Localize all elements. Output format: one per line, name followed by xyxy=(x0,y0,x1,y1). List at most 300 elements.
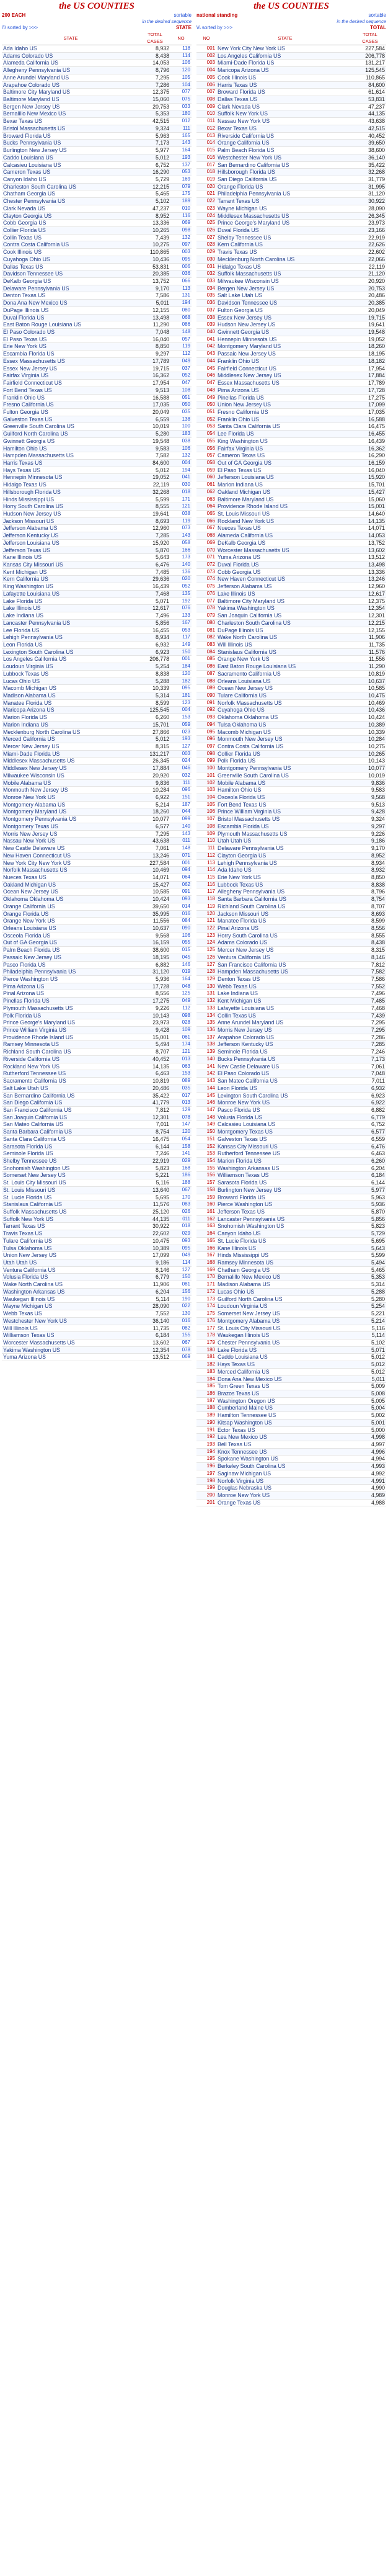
rank-number: 184 xyxy=(196,1375,216,1383)
right-table-row xyxy=(196,271,386,278)
left-table-row xyxy=(2,387,192,394)
case-count: 53,831 xyxy=(139,263,170,271)
rank-number: 013 xyxy=(170,1055,192,1063)
county-name: Davidson Tennessee US xyxy=(216,300,354,307)
county-name: Worcester Massachusetts US xyxy=(2,1339,139,1346)
right-sortable-link[interactable]: sortable xyxy=(368,12,386,18)
right-table-row xyxy=(196,1259,386,1267)
county-name: Cameron Texas US xyxy=(216,452,354,460)
right-table-row xyxy=(196,1266,386,1274)
right-table-row xyxy=(196,423,386,431)
case-count: 12,155 xyxy=(139,306,170,314)
rank-number: 002 xyxy=(196,52,216,60)
rank-number: 156 xyxy=(196,1172,216,1179)
left-table-row xyxy=(2,496,192,503)
county-name: Montgomery Alabama US xyxy=(2,801,139,808)
left-table-row xyxy=(2,903,192,910)
left-table-row xyxy=(2,1325,192,1332)
case-count: 5,012 xyxy=(354,1361,386,1369)
left-table-row xyxy=(2,517,192,525)
case-count: 5,116 xyxy=(354,1325,386,1332)
right-table-row xyxy=(196,67,386,74)
right-sorted-by: \\\ sorted by >>> xyxy=(196,25,233,30)
case-count: 4,990 xyxy=(354,1485,386,1492)
county-name: Anne Arundel Maryland US xyxy=(2,74,139,81)
case-count: 26,345 xyxy=(354,212,386,220)
rank-number: 083 xyxy=(196,641,216,648)
county-name: Cook Illinois US xyxy=(2,249,139,256)
rank-number: 164 xyxy=(196,1230,216,1238)
county-name: Norfolk Virginia US xyxy=(216,1477,354,1485)
left-table-row xyxy=(2,561,192,569)
rank-number: 111 xyxy=(170,125,192,132)
right-header-no[interactable]: NO xyxy=(196,31,216,45)
county-name: Ocean New Jersey US xyxy=(2,888,139,896)
rank-number: 120 xyxy=(170,670,192,678)
county-name: Kent Michigan US xyxy=(216,998,354,1005)
right-sub: in the desired sequence xyxy=(337,19,386,24)
county-name: Ocean New Jersey US xyxy=(216,685,354,692)
rank-number: 131 xyxy=(170,292,192,300)
rank-number: 120 xyxy=(170,67,192,74)
left-sort-target[interactable]: STATE xyxy=(175,25,192,30)
left-table-row xyxy=(2,547,192,554)
rank-number: 026 xyxy=(196,226,216,234)
rank-number: 069 xyxy=(170,1354,192,1361)
case-count: 11,556 xyxy=(139,918,170,925)
case-count: 17,954 xyxy=(354,365,386,372)
rank-number: 018 xyxy=(196,169,216,176)
right-table-row xyxy=(196,1310,386,1318)
case-count: 10,475 xyxy=(354,692,386,699)
county-name: Duval Florida US xyxy=(216,226,354,234)
rank-number: 168 xyxy=(170,1165,192,1172)
rank-number: 144 xyxy=(196,1085,216,1092)
county-name: Bexar Texas US xyxy=(216,125,354,132)
right-table-row xyxy=(196,830,386,838)
case-count: 7,552 xyxy=(139,1310,170,1318)
case-count: 7,011 xyxy=(139,1121,170,1129)
right-table-row xyxy=(196,728,386,736)
case-count: 20,920 xyxy=(139,772,170,779)
county-name: Westchester New York US xyxy=(2,1317,139,1325)
right-table-row xyxy=(196,351,386,358)
rank-number: 011 xyxy=(196,118,216,125)
right-table-row xyxy=(196,627,386,634)
county-name: Bristol Massachusetts US xyxy=(2,125,139,132)
left-table-row xyxy=(2,852,192,859)
rank-number: 168 xyxy=(196,1259,216,1267)
case-count: 10,469 xyxy=(139,867,170,874)
county-name: Milwaukee Wisconsin US xyxy=(216,278,354,285)
left-table-row xyxy=(2,1252,192,1259)
case-count: 5,002 xyxy=(354,1412,386,1420)
left-sortable-link[interactable]: sortable xyxy=(174,12,192,18)
county-name: Middlesex Massachusetts US xyxy=(216,212,354,220)
case-count: 25,120 xyxy=(139,1209,170,1216)
rank-number: 172 xyxy=(196,1288,216,1295)
left-table-row xyxy=(2,532,192,540)
left-table-row xyxy=(2,423,192,431)
right-table-row xyxy=(196,990,386,998)
rank-number: 084 xyxy=(170,918,192,925)
county-name: St. Louis City Missouri US xyxy=(2,1179,139,1187)
case-count: 16,455 xyxy=(139,627,170,634)
left-table-row xyxy=(2,1085,192,1092)
left-header-state[interactable]: STATE xyxy=(2,31,139,45)
left-table-row xyxy=(2,285,192,292)
right-table-row xyxy=(196,343,386,351)
county-name: Lee Florida US xyxy=(2,627,139,634)
left-table-row xyxy=(2,292,192,300)
right-table-row xyxy=(196,867,386,874)
rank-number: 135 xyxy=(170,590,192,597)
county-name: Snohomish Washington US xyxy=(216,1223,354,1230)
county-name: Collin Texas US xyxy=(216,1012,354,1019)
rank-number: 171 xyxy=(170,496,192,503)
right-table-row xyxy=(196,1121,386,1129)
rank-number: 134 xyxy=(196,1012,216,1019)
county-name: Washington Oregon US xyxy=(216,1397,354,1405)
rank-number: 116 xyxy=(170,212,192,220)
county-name: San Diego California US xyxy=(216,176,354,183)
case-count: 10,424 xyxy=(354,714,386,722)
county-name: Collier Florida US xyxy=(2,226,139,234)
case-count: 6,260 xyxy=(139,714,170,722)
county-name: Loudoun Virginia US xyxy=(2,663,139,671)
case-count: 5,465 xyxy=(139,190,170,198)
right-table-row xyxy=(196,525,386,532)
case-count: 6,577 xyxy=(354,1129,386,1136)
county-name: Lubbock Texas US xyxy=(2,670,139,678)
case-count: 8,932 xyxy=(139,45,170,53)
left-table-row xyxy=(2,1179,192,1187)
right-table-row xyxy=(196,169,386,176)
county-name: Merced California US xyxy=(216,1368,354,1375)
rank-number: 193 xyxy=(196,1441,216,1449)
county-name: Hillsborough Florida US xyxy=(216,169,354,176)
county-name: Montgomery Pennsylvania US xyxy=(216,765,354,772)
rank-number: 076 xyxy=(170,605,192,612)
county-name: Orange Florida US xyxy=(2,910,139,918)
case-count: 8,952 xyxy=(139,212,170,220)
rank-number: 011 xyxy=(170,838,192,845)
left-table-row xyxy=(2,728,192,736)
county-name: Jefferson Alabama US xyxy=(2,525,139,532)
rank-number: 014 xyxy=(196,140,216,147)
right-table-row xyxy=(196,699,386,707)
left-table-row xyxy=(2,321,192,329)
county-name: Douglas Nebraska US xyxy=(216,1485,354,1492)
county-name: Hidalgo Texas US xyxy=(2,481,139,489)
right-table-row xyxy=(196,1492,386,1500)
county-name: Chatham Georgia US xyxy=(216,1266,354,1274)
rank-number: 012 xyxy=(170,118,192,125)
case-count: 7,048 xyxy=(354,1070,386,1078)
left-table-row xyxy=(2,1165,192,1172)
rank-number: 095 xyxy=(170,685,192,692)
case-count: 12,617 xyxy=(139,605,170,612)
left-table-row xyxy=(2,431,192,438)
case-count: 8,555 xyxy=(139,503,170,511)
county-name: Suffolk Massachusetts US xyxy=(2,1209,139,1216)
rank-number: 080 xyxy=(170,306,192,314)
rank-number: 112 xyxy=(196,852,216,859)
county-name: El Paso Texas US xyxy=(216,467,354,474)
right-table-row xyxy=(196,641,386,648)
left-table-row xyxy=(2,205,192,212)
case-count: 7,285 xyxy=(354,1041,386,1049)
case-count: 6,752 xyxy=(139,161,170,169)
left-table-row xyxy=(2,838,192,845)
right-table xyxy=(196,31,386,1506)
case-count: 7,496 xyxy=(354,990,386,998)
left-table-row xyxy=(2,1070,192,1078)
case-count: 5,012 xyxy=(354,1354,386,1361)
rank-number: 129 xyxy=(196,976,216,983)
right-table-row xyxy=(196,576,386,583)
right-table-row xyxy=(196,1114,386,1121)
county-name: Somerset New Jersey US xyxy=(216,1310,354,1318)
right-table-row xyxy=(196,983,386,990)
rank-number: 143 xyxy=(170,532,192,540)
right-table-row xyxy=(196,1405,386,1412)
left-table-row xyxy=(2,1041,192,1049)
rank-number: 184 xyxy=(170,663,192,671)
case-count: 11,290 xyxy=(354,663,386,671)
right-table-row xyxy=(196,1070,386,1078)
case-count: 6,752 xyxy=(354,1121,386,1129)
left-meta xyxy=(2,12,192,19)
case-count: 7,295 xyxy=(139,74,170,81)
left-table-row xyxy=(2,357,192,365)
right-table-row xyxy=(196,1456,386,1463)
rank-number: 028 xyxy=(170,1019,192,1027)
right-table-row xyxy=(196,226,386,234)
case-count: 5,729 xyxy=(354,1230,386,1238)
case-count: 5,599 xyxy=(354,1252,386,1259)
county-name: Fresno California US xyxy=(216,408,354,416)
county-name: Baltimore City Maryland US xyxy=(216,597,354,605)
case-count: 6,559 xyxy=(354,1135,386,1143)
county-name: Salt Lake Utah US xyxy=(2,1085,139,1092)
case-count: 4,992 xyxy=(354,1470,386,1477)
rank-number: 130 xyxy=(170,1310,192,1318)
left-table-row xyxy=(2,1201,192,1209)
rank-number: 178 xyxy=(196,1332,216,1339)
left-table-row xyxy=(2,351,192,358)
right-table-row xyxy=(196,823,386,830)
rank-number: 079 xyxy=(196,612,216,620)
left-table-row xyxy=(2,525,192,532)
left-table-row xyxy=(2,140,192,147)
case-count: 8,556 xyxy=(139,990,170,998)
case-count: 21,120 xyxy=(354,271,386,278)
rank-number: 067 xyxy=(170,1186,192,1194)
rank-number: 035 xyxy=(170,408,192,416)
case-count: 47,237 xyxy=(139,205,170,212)
rank-number: 119 xyxy=(170,343,192,351)
county-name: Bernalillo New Mexico US xyxy=(216,1274,354,1281)
rank-number: 073 xyxy=(196,568,216,576)
case-count: 22,919 xyxy=(354,234,386,241)
rank-number: 024 xyxy=(170,758,192,765)
rank-number: 106 xyxy=(170,932,192,939)
county-name: Out of GA Georgia US xyxy=(2,939,139,947)
case-count: 11,735 xyxy=(354,641,386,648)
county-name: Morris New Jersey US xyxy=(216,1027,354,1034)
county-name: Manatee Florida US xyxy=(216,918,354,925)
rank-number: 194 xyxy=(196,1448,216,1456)
rank-number: 073 xyxy=(170,525,192,532)
rank-number: 189 xyxy=(170,198,192,205)
county-name: Tarrant Texas US xyxy=(216,198,354,205)
left-table-row xyxy=(2,190,192,198)
rank-number: 082 xyxy=(196,634,216,642)
county-name: Marion Florida US xyxy=(2,714,139,722)
left-table-row xyxy=(2,263,192,271)
county-name: San Diego California US xyxy=(2,1099,139,1107)
right-header-total[interactable]: TOTAL CASES xyxy=(354,31,386,45)
left-table-row xyxy=(2,154,192,161)
case-count: 110,865 xyxy=(354,74,386,81)
county-name: Denton Texas US xyxy=(2,292,139,300)
rank-number: 090 xyxy=(170,924,192,932)
county-name: Lubbock Texas US xyxy=(216,881,354,888)
left-table-row xyxy=(2,976,192,983)
county-name: Macomb Michigan US xyxy=(2,685,139,692)
rank-number: 156 xyxy=(170,1288,192,1295)
case-count: 11,906 xyxy=(139,1281,170,1289)
left-table-row xyxy=(2,758,192,765)
case-count: 20,049 xyxy=(139,408,170,416)
county-name: Shelby Tennessee US xyxy=(2,1157,139,1165)
case-count: 7,485 xyxy=(354,998,386,1005)
rank-number: 105 xyxy=(170,74,192,81)
rank-number: 086 xyxy=(196,663,216,671)
case-count: 13,512 xyxy=(139,1354,170,1361)
county-name: Mercer New Jersey US xyxy=(2,743,139,751)
county-name: San Mateo California US xyxy=(216,1078,354,1085)
left-table-row xyxy=(2,605,192,612)
case-count: 5,116 xyxy=(139,1179,170,1187)
case-count: 15,427 xyxy=(139,881,170,888)
rank-number: 043 xyxy=(196,351,216,358)
county-name: Kane Illinois US xyxy=(2,554,139,561)
rank-number: 110 xyxy=(196,838,216,845)
left-table-row xyxy=(2,750,192,758)
left-table-row xyxy=(2,648,192,656)
right-table-row xyxy=(196,459,386,467)
right-sort-target[interactable]: TOTAL xyxy=(370,25,386,30)
county-name: Monmouth New Jersey US xyxy=(2,787,139,794)
county-name: DuPage Illinois US xyxy=(2,306,139,314)
case-count: 20,486 xyxy=(139,1085,170,1092)
county-name: Chester Pennsylvania US xyxy=(2,198,139,205)
rank-number: 119 xyxy=(196,903,216,910)
rank-number: 045 xyxy=(170,954,192,961)
county-name: Escambia Florida US xyxy=(2,351,139,358)
right-table-row xyxy=(196,220,386,227)
county-name: Canyon Idaho US xyxy=(216,1230,354,1238)
left-table-row xyxy=(2,918,192,925)
rank-number: 183 xyxy=(196,1368,216,1375)
right-table-row xyxy=(196,794,386,802)
county-name: DeKalb Georgia US xyxy=(2,278,139,285)
county-name: Delaware Pennsylvania US xyxy=(216,845,354,852)
left-header-no[interactable]: NO xyxy=(170,31,192,45)
case-count: 61,614 xyxy=(354,89,386,96)
left-table-row xyxy=(2,401,192,409)
county-name: New York City New York US xyxy=(2,859,139,867)
rank-number: 153 xyxy=(170,714,192,722)
left-table-row xyxy=(2,488,192,496)
right-table-row xyxy=(196,372,386,380)
rank-number: 185 xyxy=(196,1383,216,1390)
right-table-row xyxy=(196,452,386,460)
case-count: 10,585 xyxy=(354,685,386,692)
county-name: Stanislaus California US xyxy=(216,648,354,656)
case-count: 4,997 xyxy=(354,1441,386,1449)
case-count: 8,850 xyxy=(139,343,170,351)
case-count: 31,779 xyxy=(354,176,386,183)
case-count: 5,012 xyxy=(139,736,170,743)
rank-number: 190 xyxy=(170,1295,192,1303)
case-count: 13,752 xyxy=(354,539,386,547)
case-count: 5,729 xyxy=(139,176,170,183)
case-count: 15,060 xyxy=(354,496,386,503)
county-name: Monmouth New Jersey US xyxy=(216,736,354,743)
left-table-row xyxy=(2,161,192,169)
case-count: 8,693 xyxy=(139,517,170,525)
right-table-row xyxy=(196,1143,386,1150)
left-header-total[interactable]: TOTAL CASES xyxy=(139,31,170,45)
case-count: 6,184 xyxy=(354,1172,386,1179)
rank-number: 160 xyxy=(196,1201,216,1209)
left-table-row xyxy=(2,932,192,939)
left-table-row xyxy=(2,1310,192,1318)
right-table-row xyxy=(196,1485,386,1492)
right-table-row xyxy=(196,743,386,751)
case-count: 7,812 xyxy=(354,961,386,968)
case-count: 43,638 xyxy=(354,118,386,125)
rank-number: 141 xyxy=(196,1063,216,1070)
rank-number: 053 xyxy=(196,423,216,431)
rank-number: 054 xyxy=(170,1135,192,1143)
case-count: 125,545 xyxy=(139,707,170,714)
right-table-row xyxy=(196,1346,386,1354)
rank-number: 150 xyxy=(170,1274,192,1281)
left-table-row xyxy=(2,343,192,351)
rank-number: 166 xyxy=(170,547,192,554)
county-name: Shelby Tennessee US xyxy=(216,234,354,241)
rank-number: 078 xyxy=(170,1114,192,1121)
case-count: 10,265 xyxy=(354,750,386,758)
right-table-row xyxy=(196,198,386,205)
left-table-row xyxy=(2,81,192,89)
case-count: 40,452 xyxy=(354,132,386,140)
right-table-row xyxy=(196,437,386,445)
case-count: 5,001 xyxy=(354,1419,386,1426)
left-sorted-by: \\\ sorted by >>> xyxy=(2,25,38,30)
rank-number: 162 xyxy=(196,1215,216,1223)
case-count: 14,640 xyxy=(354,511,386,518)
case-count: 16,439 xyxy=(139,583,170,591)
right-header-state[interactable]: STATE xyxy=(216,31,354,45)
case-count: 10,339 xyxy=(139,685,170,692)
left-table-row xyxy=(2,52,192,60)
county-name: Baltimore Maryland US xyxy=(216,496,354,503)
